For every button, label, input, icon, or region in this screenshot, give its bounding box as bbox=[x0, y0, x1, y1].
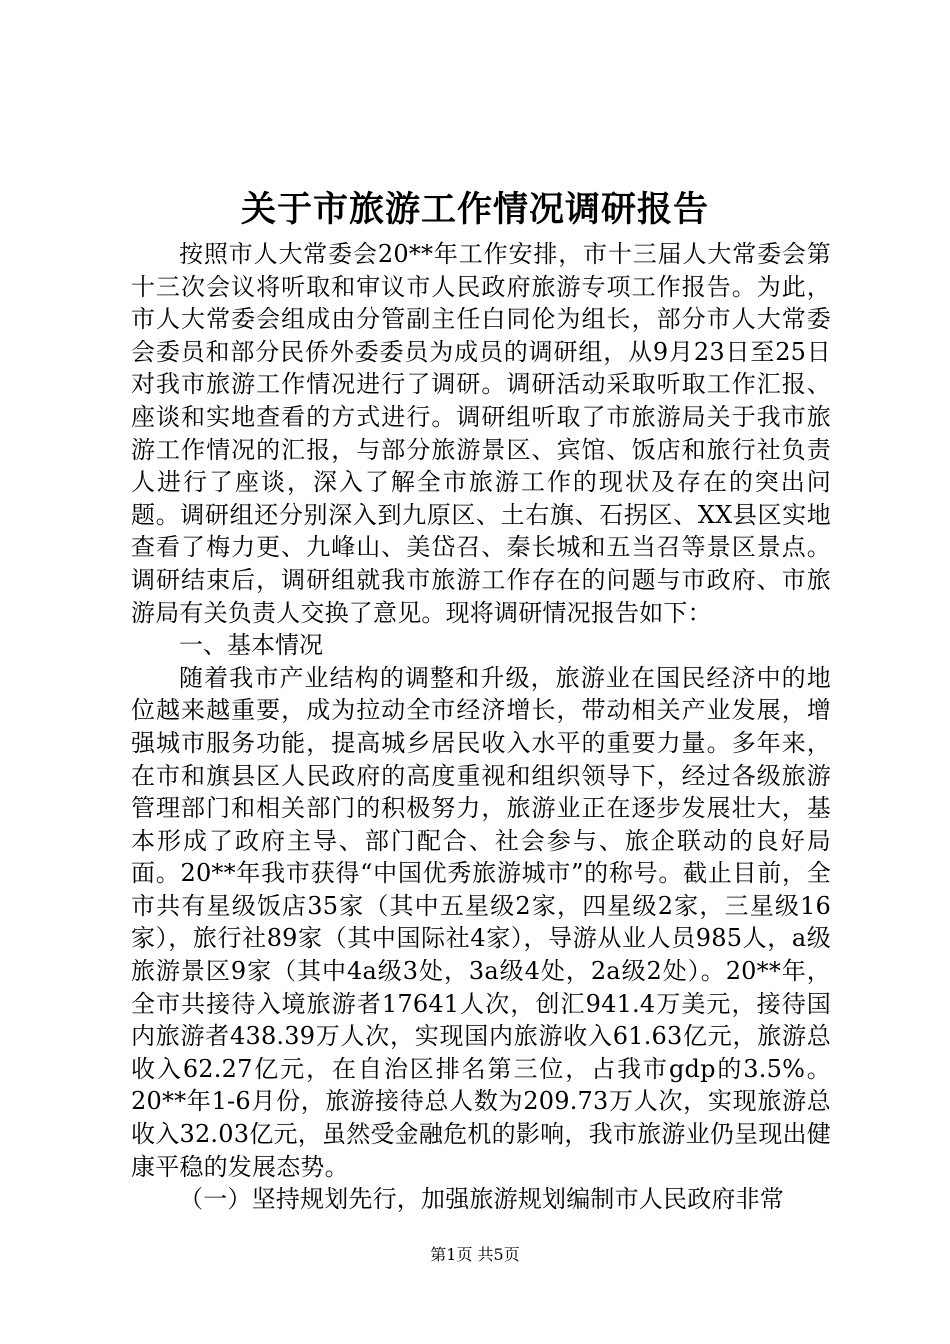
document-title: 关于市旅游工作情况调研报告 bbox=[240, 189, 709, 230]
section-heading-basic-situation: 一、基本情况 bbox=[179, 631, 323, 660]
paragraph-basic-situation: 随着我市产业结构的调整和升级，旅游业在国民经济中的地位越来越重要，成为拉动全市经济增长，带动相关产业发展，增强城市服务功能，提高城乡居民收入水平的重要力量。多年来，在市和旗县区人民政府的高度重视和组织领导下，经过各级旅游管理部门和相关部门的积极努力，旅游业正在逐步发展壮大，基本形成了政府主导、部门配合、社会参与、旅企联动的良好局面。20**年我市获得“中国优秀旅游城市”的称号。截止目前，全市共有星级饭店35家（其中五星级2家，四星级2家，三星级16家），旅行社89家（其中国际社4家），导游从业人员985人，a级旅游景区9家（其中4a级3处，3a级4处，2a级2处）。20**年，全市共接待入境旅游者17641人次，创汇941.4万美元，接待国内旅游者438.39万人次，实现国内旅游收入61.63亿元，旅游总收入62.27亿元，在自治区排名第三位，占我市gdp的3.5%。20**年1-6月份，旅游接待总人数为209.73万人次，实现旅游总收入32.03亿元，虽然受金融危机的影响，我市旅游业仍呈现出健康平稳的发展态势。 bbox=[131, 663, 831, 1181]
document-body bbox=[131, 238, 831, 1216]
paragraph-intro: 按照市人大常委会20**年工作安排，市十三届人大常委会第十三次会议将听取和审议市人民政府旅游专项工作报告。为此，市人大常委会组成由分管副主任白同伦为组长，部分市人大常委会委员和部分民侨外委委员为成员的调研组，从9月23日至25日对我市旅游工作情况进行了调研。调研活动采取听取工作汇报、座谈和实地查看的方式进行。调研组听取了市旅游局关于我市旅游工作情况的汇报，与部分旅游景区、宾馆、饭店和旅行社负责人进行了座谈，深入了解全市旅游工作的现状及存在的突出问题。调研组还分别深入到九原区、土右旗、石拐区、XX县区实地查看了梅力更、九峰山、美岱召、秦长城和五当召等景区景点。调研结束后，调研组就我市旅游工作存在的问题与市政府、市旅游局有关负责人交换了意见。现将调研情况报告如下： bbox=[131, 240, 831, 627]
paragraph-planning: （一）坚持规划先行，加强旅游规划编制市人民政府非常 bbox=[179, 1185, 784, 1214]
page-footer: 第1页 共5页 bbox=[430, 1245, 520, 1264]
